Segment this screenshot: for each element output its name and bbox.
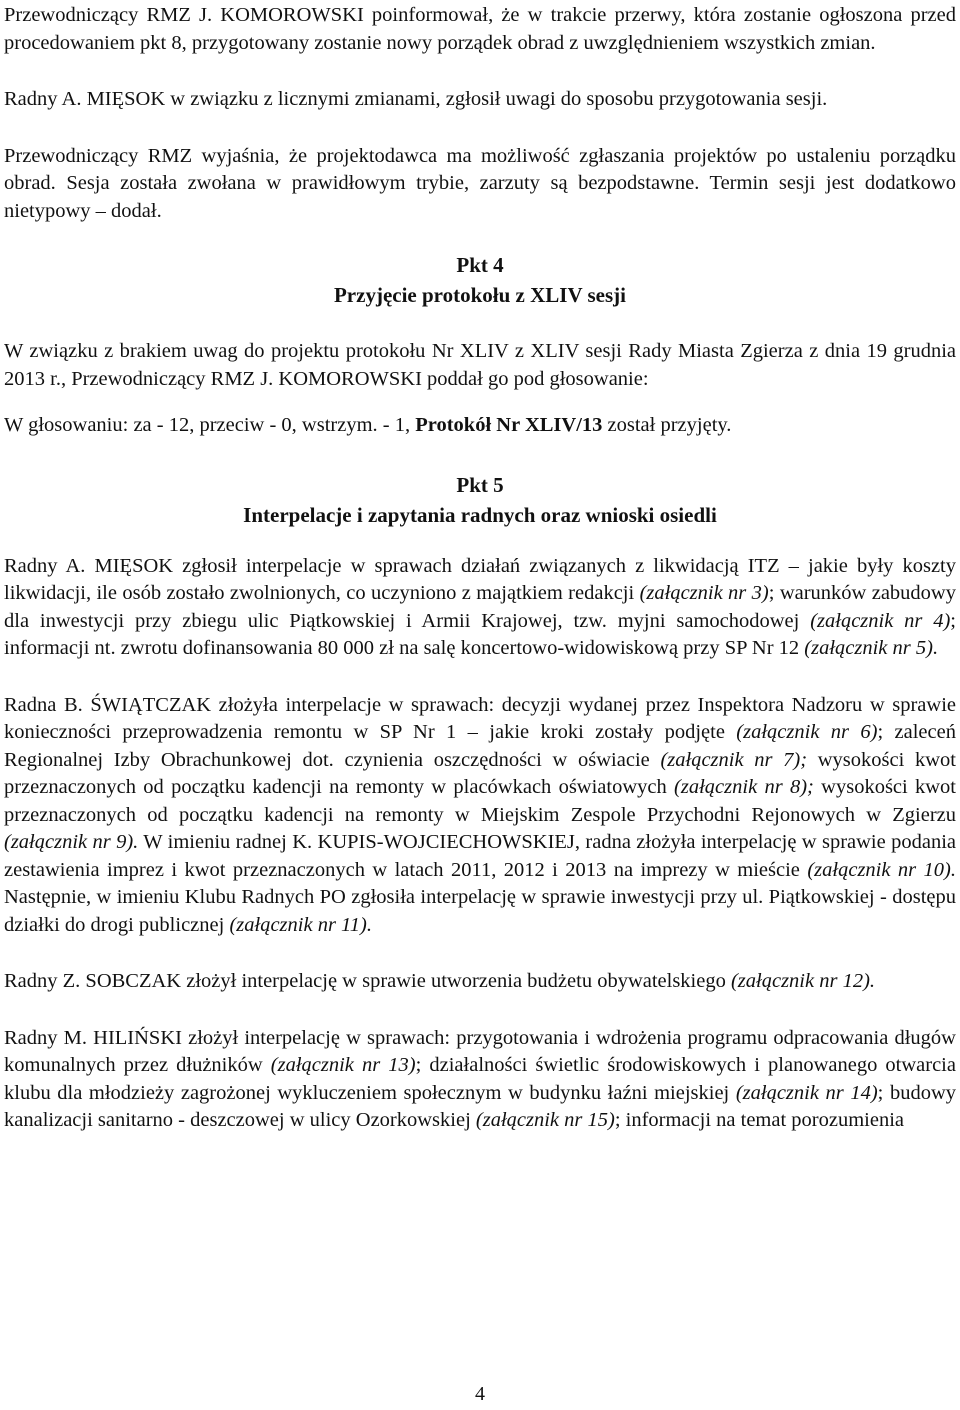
paragraph-sobczak-interpellation [4,968,956,996]
attachment-reference: (załącznik nr 8); [674,776,814,798]
text-run: Następnie, w imieniu Klubu Radnych PO zgłosiła interpelację w sprawie inwestycji przy ul. Piątkowskiej - dostępu działki do drogi publicznej [4,886,956,936]
attachment-reference: (załącznik nr 6) [736,721,878,743]
attachment-reference: (załącznik nr 7); [660,748,808,771]
paragraph-chairman-explanation: Przewodniczący RMZ wyjaśnia, że projektodawca ma możliwość zgłaszania projektów po ustaleniu porządku obrad. Sesja została zwołana w prawidłowym trybie, zarzuty są bezpodstawne. Termin sesji jest dodatkowo nietypowy – dodał. [4,144,956,222]
text-run: wysokości kwot przeznaczonych od początku kadencji na remonty w Miejskim Zespole Przychodni Rejonowych w Zgierzu [4,776,956,826]
paragraph-hilinski-interpellations [4,1025,956,1135]
paragraph-komorowski-info: Przewodniczący RMZ J. KOMOROWSKI poinformował, że w trakcie przerwy, która zostanie ogłoszona przed procedowaniem pkt 8, przygotowany zostanie nowy porządek obrad z uwzględnieniem wszystkich zmian. [4,4,956,54]
attachment-reference: (załącznik nr 14) [735,1081,878,1104]
attachment-reference: (załącznik nr 15) [475,1109,615,1131]
section-heading-pkt4 [4,250,956,310]
section-number: Pkt 5 [456,472,504,497]
page-number: 4 [475,1383,485,1405]
text-run: Radny Z. SOBCZAK złożył interpelację w sprawie utworzenia budżetu obywatelskiego [4,970,731,992]
section-number: Pkt 4 [456,253,504,277]
section-title: Interpelacje i zapytania radnych oraz wnioski osiedli [243,502,717,527]
paragraph-protocol-vote-intro: W związku z brakiem uwag do projektu protokołu Nr XLIV z XLIV sesji Rady Miasta Zgierza z dnia 19 grudnia 2013 r., Przewodniczący RMZ J. KOMOROWSKI poddał go pod głosowanie: [4,340,956,390]
attachment-reference: (załącznik nr 13) [270,1054,416,1076]
text-run: Radny A. MIĘSOK zgłosił interpelacje w sprawach działań związanych z likwidacją ITZ – jakie były koszty likwidacji, ile osób zostało zwolnionych, co uczyniono z majątkiem redakcji [4,554,956,604]
attachment-reference: (załącznik nr 3) [639,582,769,604]
text-run: wysokości kwot przeznaczonych od początku kadencji na remonty w placówkach oświatowych [4,748,956,798]
text-run: ; informacji na temat porozumienia [614,1109,905,1131]
attachment-reference: (załącznik nr 12). [730,970,876,992]
text-run: ; działalności świetlic środowiskowych i planowanego otwarcia klubu dla młodzieży zagrożonej wykluczeniem społecznym w budynku łaźni miejskiej [4,1054,956,1104]
text-run: ; informacji nt. zwrotu dofinansowania 80 000 zł na salę koncertowo-widowiskową przy SP Nr 12 [4,609,956,659]
paragraph-swiatczak-interpellations [4,692,956,940]
attachment-reference: (załącznik nr 9). [4,831,139,853]
paragraph-miesok-remarks: Radny A. MIĘSOK w związku z licznymi zmianami, zgłosił uwagi do sposobu przygotowania sesji. [4,88,828,110]
text-run: Radny M. HILIŃSKI złożył interpelację w sprawach: przygotowania i wdrożenia programu odpracowania długów komunalnych przez dłużników [4,1026,956,1076]
text-run: Radna B. ŚWIĄTCZAK złożyła interpelacje w sprawach: decyzji wydanej przez Inspektora Nadzoru w sprawie konieczności przeprowadzenia remontu w SP Nr 1 – jakie kroki zostały podjęte [4,693,956,743]
text-run: ; budowy kanalizacji sanitarno - deszczowej w ulicy Ozorkowskiej [4,1081,956,1131]
attachment-reference: (załącznik nr 4) [810,609,951,632]
attachment-reference: (załącznik nr 5). [804,637,939,659]
document-page [4,0,956,1135]
attachment-reference: (załącznik nr 11). [229,913,372,936]
section-heading-pkt5 [4,470,956,530]
paragraph-miesok-interpellations [4,553,956,663]
vote-protocol-name: Protokół Nr XLIV/13 [415,414,603,436]
paragraph-vote-result [4,412,956,440]
text-run: ; zaleceń Regionalnej Izby Obrachunkowej dot. czynienia oszczędności w oświacie [4,721,956,771]
attachment-reference: (załącznik nr 10). [807,858,956,881]
section-title: Przyjęcie protokołu z XLIV sesji [333,283,626,307]
text-run: W imieniu radnej K. KUPIS-WOJCIECHOWSKIEJ, radna złożyła interpelację w sprawie podania zestawienia imprez i kwot przeznaczonych w latach 2011, 2012 i 2013 na imprezy w mieście [4,831,956,881]
vote-counts: W głosowaniu: za - 12, przeciw - 0, wstrzym. - 1, [4,414,416,436]
text-run: ; warunków zabudowy dla inwestycji przy zbiegu ulic Piątkowskiej i Armii Krajowej, tzw. myjni samochodowej [4,582,956,632]
vote-outcome: został przyjęty. [602,414,732,436]
